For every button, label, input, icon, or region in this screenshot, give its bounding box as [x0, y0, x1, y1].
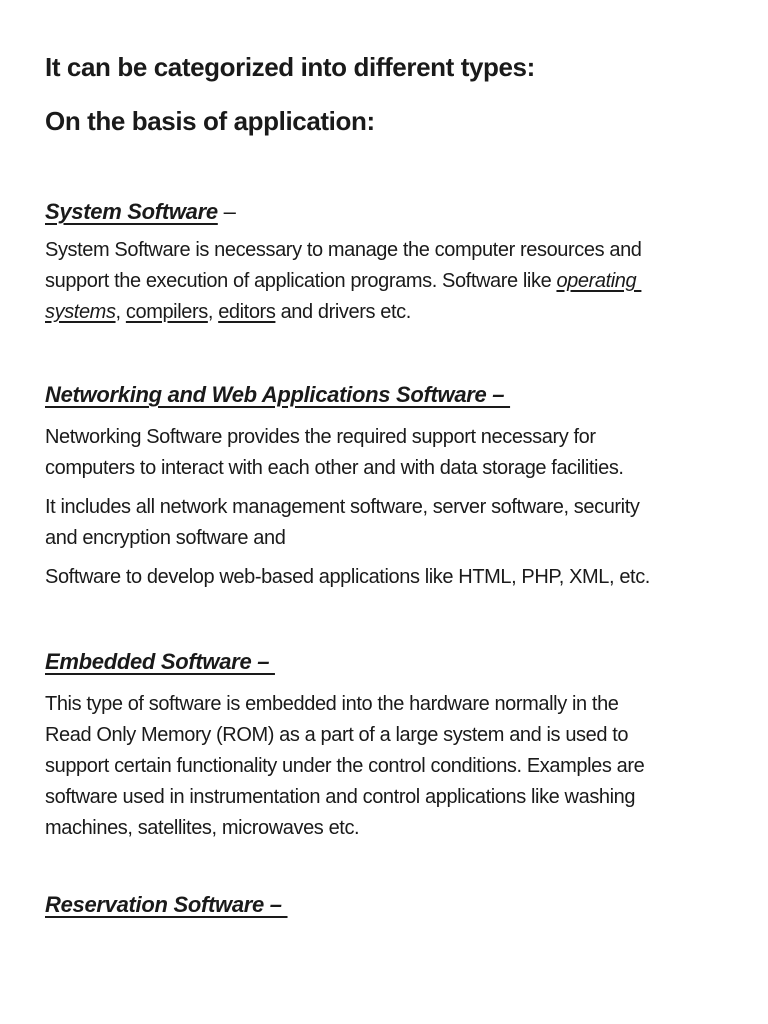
text-run: Read Only Memory (ROM) as a part of a large system and is used to	[45, 724, 629, 746]
paragraph-networking-support	[45, 422, 758, 484]
text-run: machines, satellites, microwaves etc.	[45, 817, 360, 839]
text-line	[45, 266, 758, 297]
text-line	[45, 492, 758, 523]
text-line	[45, 297, 758, 328]
text-line	[45, 562, 758, 593]
paragraph-networking-includes	[45, 492, 758, 554]
text-line	[45, 453, 758, 484]
text-line	[45, 813, 758, 844]
text-run: Networking Software provides the required support necessary for	[45, 426, 596, 448]
text-run: Embedded Software –	[45, 649, 275, 674]
text-run: Reservation Software –	[45, 892, 288, 917]
text-line	[45, 782, 758, 813]
text-line	[45, 689, 758, 720]
text-run: support the execution of application programs. Software like	[45, 270, 557, 292]
text-run: ,	[207, 301, 219, 323]
text-run: ,	[115, 301, 126, 323]
page-subtitle: On the basis of application:	[45, 106, 375, 136]
section-heading-networking-software	[45, 380, 758, 410]
text-run: Software to develop web-based applications like HTML, PHP, XML, etc.	[45, 566, 650, 588]
text-run: and encryption software and	[45, 527, 286, 549]
text-line	[45, 235, 758, 266]
section-heading-embedded-software	[45, 647, 758, 677]
text-run: compilers	[125, 301, 208, 323]
section-heading-system-software	[45, 197, 758, 227]
text-line	[45, 751, 758, 782]
text-run: systems	[45, 301, 116, 323]
text-run: editors	[218, 301, 276, 323]
paragraph-system-software	[45, 235, 758, 328]
paragraph-embedded-software	[45, 689, 758, 844]
text-run: and drivers etc.	[275, 301, 411, 323]
text-run: computers to interact with each other and with data storage facilities.	[45, 457, 624, 479]
text-run: It includes all network management software, server software, security	[45, 496, 640, 518]
text-line	[45, 422, 758, 453]
text-run: System Software	[45, 199, 218, 224]
section-heading-reservation-software	[45, 890, 758, 920]
text-run: software used in instrumentation and control applications like washing	[45, 786, 636, 808]
text-run: System Software is necessary to manage the computer resources and	[45, 239, 642, 261]
paragraph-networking-webapps	[45, 562, 758, 593]
text-run: Networking and Web Applications Software –	[45, 382, 511, 407]
text-run: This type of software is embedded into the hardware normally in the	[45, 693, 619, 715]
text-run: support certain functionality under the control conditions. Examples are	[45, 755, 645, 777]
page-title: It can be categorized into different types:	[45, 52, 535, 82]
text-line	[45, 720, 758, 751]
text-run: –	[217, 199, 236, 224]
text-line	[45, 523, 758, 554]
text-run: operating	[556, 270, 642, 292]
